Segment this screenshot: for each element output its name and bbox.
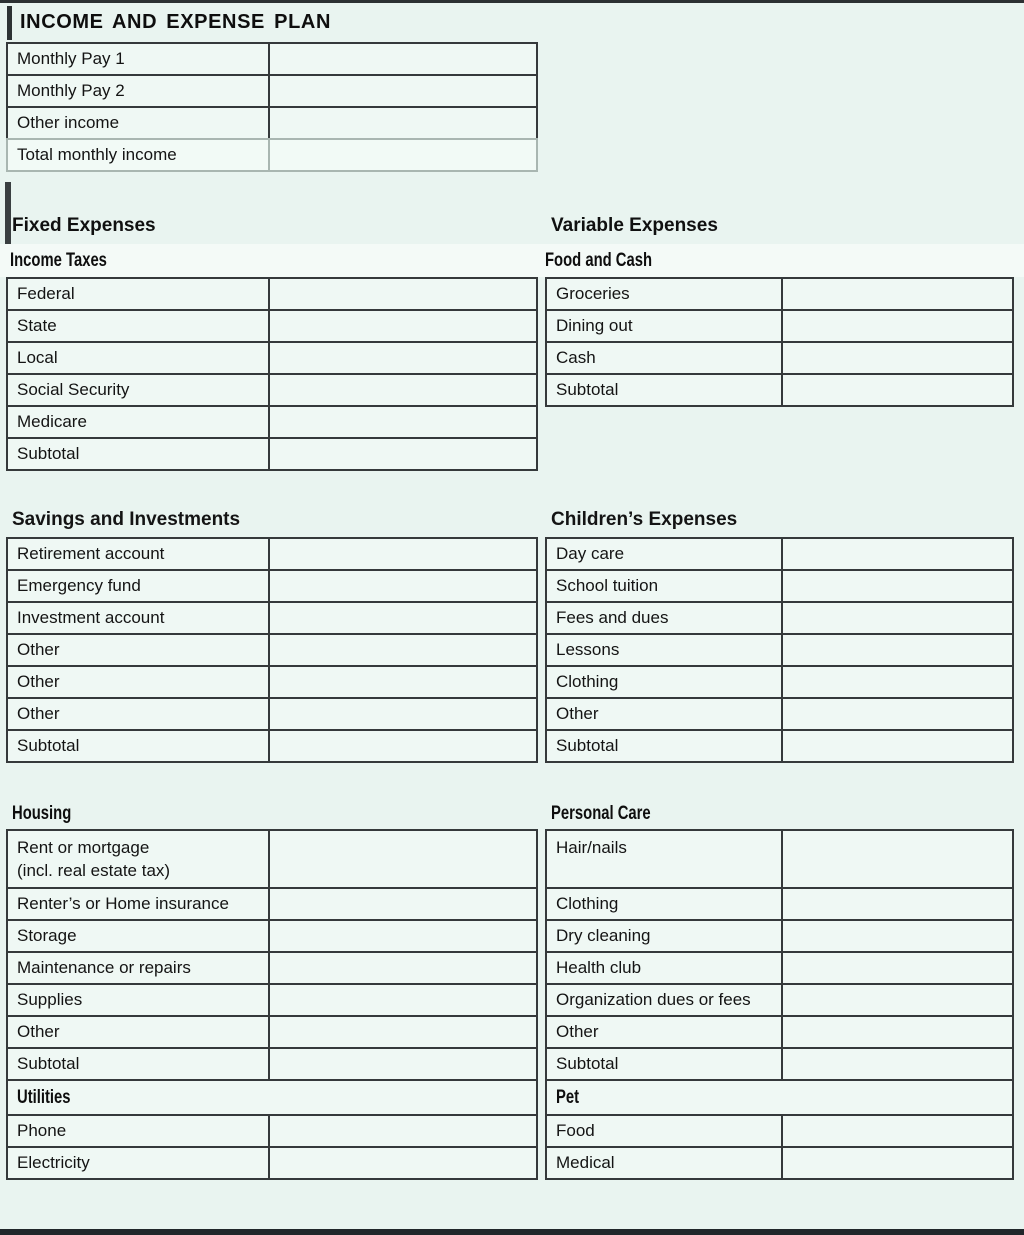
fixed-expenses-header: Fixed Expenses xyxy=(12,215,156,236)
row-label-cell xyxy=(547,831,783,887)
row-label: Subtotal xyxy=(17,443,80,463)
table-row xyxy=(545,1146,1014,1180)
section-headers-band-2 xyxy=(6,503,1024,537)
row-value-cell[interactable] xyxy=(270,667,536,697)
row-label: Lessons xyxy=(556,639,620,659)
table-row xyxy=(545,633,1014,667)
savings-table xyxy=(6,537,538,763)
row-label: Federal xyxy=(17,283,75,303)
row-value-cell[interactable] xyxy=(783,831,1012,887)
row-label-cell xyxy=(547,731,783,761)
row-value-cell[interactable] xyxy=(783,699,1012,729)
row-value-cell[interactable] xyxy=(783,539,1012,569)
row-label-cell xyxy=(8,439,270,469)
row-label-cell xyxy=(547,667,783,697)
row-label-cell xyxy=(8,76,270,106)
row-label: Phone xyxy=(17,1120,67,1140)
row-label-cell xyxy=(547,1116,783,1146)
personal-care-table xyxy=(545,829,1014,1081)
row-label: Subtotal xyxy=(556,379,619,399)
row-label: Organization dues or fees xyxy=(556,989,751,1009)
section-title-utilities: Utilities xyxy=(17,1086,71,1108)
row-label-cell xyxy=(8,44,270,74)
table-row xyxy=(6,665,538,699)
row-label-cell xyxy=(8,1116,270,1146)
pet-table xyxy=(545,1114,1014,1180)
table-row xyxy=(545,309,1014,343)
row-label: State xyxy=(17,315,57,335)
row-label-cell xyxy=(8,279,270,309)
row-value-cell[interactable] xyxy=(270,1148,536,1178)
section-title-savings: Savings and Investments xyxy=(12,509,241,530)
row-label-cell xyxy=(547,311,783,341)
table-row xyxy=(6,1047,538,1081)
tables-band-4 xyxy=(6,1114,1024,1180)
row-value-cell[interactable] xyxy=(783,667,1012,697)
row-label: School tuition xyxy=(556,575,659,595)
table-row xyxy=(6,405,538,439)
row-label: Monthly Pay 1 xyxy=(17,48,125,68)
table-row xyxy=(545,601,1014,635)
row-label-cell xyxy=(8,311,270,341)
row-label: Groceries xyxy=(556,283,630,303)
row-label: Other xyxy=(17,703,60,723)
row-label-cell xyxy=(8,407,270,437)
row-label: Fees and dues xyxy=(556,607,669,627)
row-value-cell[interactable] xyxy=(270,953,536,983)
row-label-cell xyxy=(8,889,270,919)
row-value-cell[interactable] xyxy=(270,407,536,437)
row-label-cell xyxy=(8,1148,270,1178)
row-value-cell[interactable] xyxy=(270,635,536,665)
table-row xyxy=(6,601,538,635)
table-row xyxy=(6,633,538,667)
row-label-cell xyxy=(547,539,783,569)
row-label-cell xyxy=(547,343,783,373)
row-label: Other xyxy=(17,639,60,659)
table-row xyxy=(545,729,1014,763)
table-row xyxy=(6,887,538,921)
table-row xyxy=(545,1114,1014,1148)
section-title-housing: Housing xyxy=(12,803,72,824)
row-label-cell xyxy=(8,603,270,633)
row-value-cell[interactable] xyxy=(270,985,536,1015)
table-row xyxy=(6,42,538,76)
table-row xyxy=(6,341,538,375)
income-taxes-table xyxy=(6,277,538,471)
row-label: Supplies xyxy=(17,989,83,1009)
section-title-childrens-expenses: Children’s Expenses xyxy=(551,509,738,530)
row-label: Emergency fund xyxy=(17,575,141,595)
row-label: Dry cleaning xyxy=(556,925,651,945)
row-value-cell[interactable] xyxy=(270,1049,536,1079)
row-label: Dining out xyxy=(556,315,633,335)
row-value-cell[interactable] xyxy=(270,1017,536,1047)
table-row xyxy=(545,1047,1014,1081)
table-row xyxy=(545,373,1014,407)
row-label: Investment account xyxy=(17,607,165,627)
row-value-cell[interactable] xyxy=(270,439,536,469)
row-label-cell xyxy=(8,699,270,729)
row-label: Monthly Pay 2 xyxy=(17,80,125,100)
row-label: Clothing xyxy=(556,893,619,913)
row-label: Other xyxy=(17,1021,60,1041)
row-label-cell xyxy=(547,921,783,951)
table-row xyxy=(6,537,538,571)
row-value-cell[interactable] xyxy=(783,311,1012,341)
row-value-cell[interactable] xyxy=(783,889,1012,919)
row-label-cell xyxy=(8,921,270,951)
row-label: Rent or mortgage xyxy=(17,838,150,857)
section-title-income-taxes: Income Taxes xyxy=(10,249,107,271)
table-row xyxy=(6,983,538,1017)
row-label-cell xyxy=(8,375,270,405)
table-row xyxy=(545,951,1014,985)
table-row xyxy=(6,951,538,985)
row-label: Other xyxy=(556,1021,599,1041)
row-label-cell xyxy=(547,375,783,405)
row-value-cell[interactable] xyxy=(270,603,536,633)
table-row xyxy=(545,919,1014,953)
table-row xyxy=(6,729,538,763)
row-value-cell[interactable] xyxy=(270,889,536,919)
table-row xyxy=(545,887,1014,921)
table-row xyxy=(545,569,1014,603)
row-value-cell[interactable] xyxy=(270,571,536,601)
row-label-cell xyxy=(8,667,270,697)
row-value-cell[interactable] xyxy=(783,1116,1012,1146)
row-label-cell xyxy=(547,1148,783,1178)
table-row xyxy=(6,373,538,407)
row-label-cell xyxy=(8,831,270,887)
row-label: Other income xyxy=(17,112,120,132)
row-value-cell[interactable] xyxy=(783,921,1012,951)
row-value-cell[interactable] xyxy=(783,953,1012,983)
row-label-cell xyxy=(547,889,783,919)
row-label-cell xyxy=(8,635,270,665)
row-label-cell xyxy=(547,953,783,983)
table-row xyxy=(6,697,538,731)
table-row xyxy=(6,1146,538,1180)
row-label-cell xyxy=(8,343,270,373)
row-label: Subtotal xyxy=(17,1053,80,1073)
row-value-cell[interactable] xyxy=(270,921,536,951)
utilities-table xyxy=(6,1114,538,1180)
title-row xyxy=(0,3,1024,42)
section-title-pet: Pet xyxy=(556,1086,580,1108)
row-value-cell[interactable] xyxy=(270,279,536,309)
row-label-cell xyxy=(547,635,783,665)
row-label: Subtotal xyxy=(556,735,619,755)
table-row xyxy=(6,138,538,172)
row-label-cell xyxy=(8,571,270,601)
housing-table xyxy=(6,829,538,1081)
row-label: Hair/nails xyxy=(556,838,627,857)
row-label: Social Security xyxy=(17,379,130,399)
row-label: Day care xyxy=(556,543,625,563)
row-value-cell[interactable] xyxy=(270,1116,536,1146)
row-label-cell xyxy=(8,140,270,170)
row-label-cell xyxy=(8,731,270,761)
row-label: Food xyxy=(556,1120,595,1140)
row-label: Clothing xyxy=(556,671,619,691)
tables-band-3 xyxy=(6,829,1024,1081)
row-label-cell xyxy=(8,539,270,569)
row-value-cell[interactable] xyxy=(270,539,536,569)
row-value-cell[interactable] xyxy=(783,1017,1012,1047)
row-value-cell[interactable] xyxy=(270,311,536,341)
row-label-cell xyxy=(8,953,270,983)
row-value-cell[interactable] xyxy=(270,44,536,74)
row-value-cell[interactable] xyxy=(270,76,536,106)
row-label: Maintenance or repairs xyxy=(17,957,191,977)
table-row xyxy=(545,341,1014,375)
row-label: Electricity xyxy=(17,1152,90,1172)
row-value-cell[interactable] xyxy=(783,279,1012,309)
row-label-cell xyxy=(547,699,783,729)
spacer xyxy=(0,471,1024,503)
row-label: Other xyxy=(17,671,60,691)
spacer xyxy=(0,172,1024,208)
row-label: Health club xyxy=(556,957,642,977)
row-value-cell[interactable] xyxy=(783,375,1012,405)
table-row xyxy=(545,697,1014,731)
spacer xyxy=(0,763,1024,795)
row-value-cell[interactable] xyxy=(783,1049,1012,1079)
table-row xyxy=(6,437,538,471)
page-title: INCOME AND EXPENSE PLAN xyxy=(20,11,331,33)
row-value-cell[interactable] xyxy=(783,603,1012,633)
row-value-cell[interactable] xyxy=(270,108,536,138)
table-row xyxy=(6,309,538,343)
row-label: Cash xyxy=(556,347,596,367)
row-value-cell[interactable] xyxy=(270,343,536,373)
row-value-cell[interactable] xyxy=(270,731,536,761)
row-value-cell[interactable] xyxy=(270,699,536,729)
row-value-cell[interactable] xyxy=(783,731,1012,761)
variable-expenses-header: Variable Expenses xyxy=(551,215,718,236)
row-label-cell xyxy=(8,1049,270,1079)
row-label-cell xyxy=(8,108,270,138)
row-label-cell xyxy=(547,985,783,1015)
row-value-cell[interactable] xyxy=(270,375,536,405)
table-row xyxy=(545,1015,1014,1049)
table-row xyxy=(6,1015,538,1049)
section-headers-band-4 xyxy=(6,1081,1024,1114)
row-label: Local xyxy=(17,347,58,367)
tables-band-2 xyxy=(6,537,1024,763)
column-headers xyxy=(6,208,1024,244)
row-label: Total monthly income xyxy=(17,144,177,164)
table-row xyxy=(545,983,1014,1017)
table-row xyxy=(6,277,538,311)
subsection-header-band xyxy=(0,244,1024,277)
table-row xyxy=(545,665,1014,699)
table-row xyxy=(6,569,538,603)
row-label: Medical xyxy=(556,1152,615,1172)
row-label: Other xyxy=(556,703,599,723)
tables-band-1 xyxy=(6,277,1024,471)
top-border-line xyxy=(0,0,1024,3)
row-label: Subtotal xyxy=(556,1053,619,1073)
row-label-cell xyxy=(8,1017,270,1047)
row-label-cell xyxy=(547,603,783,633)
row-value-cell[interactable] xyxy=(270,831,536,887)
bottom-border-strip xyxy=(0,1229,1024,1235)
section-title-personal-care: Personal Care xyxy=(551,803,651,824)
table-row xyxy=(6,1114,538,1148)
row-label: Retirement account xyxy=(17,543,165,563)
row-label: Renter’s or Home insurance xyxy=(17,893,229,913)
row-label-line2: (incl. real estate tax) xyxy=(17,860,171,880)
row-value-cell[interactable] xyxy=(783,571,1012,601)
row-value-cell[interactable] xyxy=(270,140,536,170)
row-value-cell[interactable] xyxy=(783,343,1012,373)
childrens-expenses-table xyxy=(545,537,1014,763)
row-label-cell xyxy=(547,1017,783,1047)
row-label: Subtotal xyxy=(17,735,80,755)
row-label: Medicare xyxy=(17,411,87,431)
table-row xyxy=(545,537,1014,571)
table-row xyxy=(6,74,538,108)
table-row xyxy=(545,829,1014,889)
row-value-cell[interactable] xyxy=(783,635,1012,665)
row-label-cell xyxy=(547,571,783,601)
row-value-cell[interactable] xyxy=(783,985,1012,1015)
table-row xyxy=(545,277,1014,311)
table-row xyxy=(6,919,538,953)
section-title-food-and-cash: Food and Cash xyxy=(545,249,653,271)
section-headers-band-3 xyxy=(6,795,1024,829)
left-border-mark xyxy=(7,6,12,40)
row-label: Storage xyxy=(17,925,77,945)
row-label-cell xyxy=(8,985,270,1015)
row-label-cell xyxy=(547,279,783,309)
table-row xyxy=(6,106,538,140)
row-value-cell[interactable] xyxy=(783,1148,1012,1178)
income-table xyxy=(6,42,538,172)
table-row xyxy=(6,829,538,889)
row-label-cell xyxy=(547,1049,783,1079)
food-and-cash-table xyxy=(545,277,1014,407)
